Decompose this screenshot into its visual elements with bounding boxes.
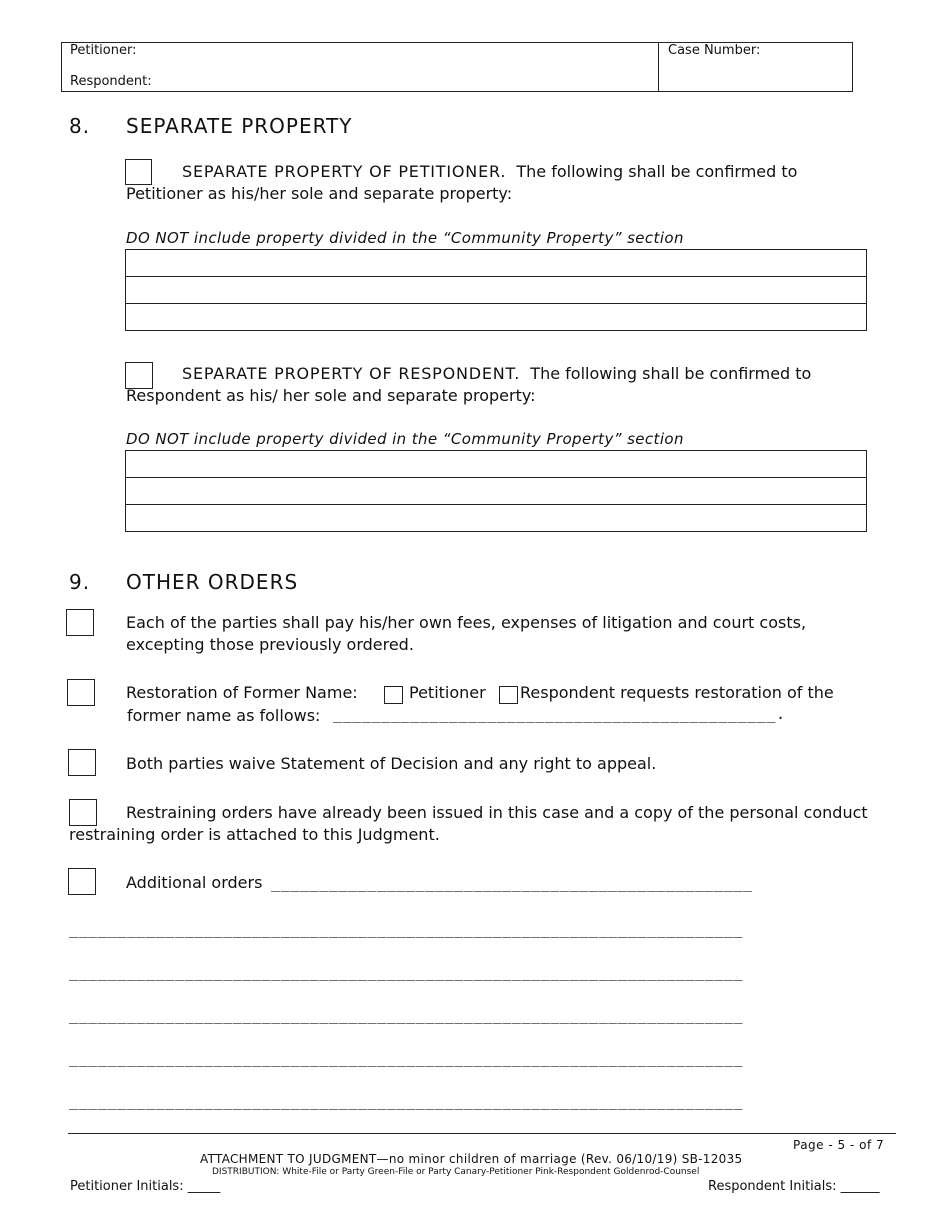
petitioner-separate-text-1: The following shall be confirmed to <box>516 162 798 181</box>
own-fees-line-1: Each of the parties shall pay his/her own fees, expenses of litigation and court costs, <box>126 613 807 632</box>
blank-line[interactable]: ______________________________________________________________________ <box>69 920 744 938</box>
table-row-divider <box>126 477 866 478</box>
blank-line[interactable]: ______________________________________________________________________ <box>69 1006 744 1024</box>
respondent-separate-note: DO NOT include property divided in the “Community Property” section <box>126 430 684 448</box>
own-fees-line-2: excepting those previously ordered. <box>126 635 414 654</box>
section-8-title: SEPARATE PROPERTY <box>126 114 353 138</box>
waive-statement-text: Both parties waive Statement of Decision and any right to appeal. <box>126 754 657 773</box>
restoration-petitioner-label: Petitioner <box>409 683 486 702</box>
section-9-title: OTHER ORDERS <box>126 570 299 594</box>
blank-line[interactable]: ______________________________________________________________________ <box>69 963 744 981</box>
restoration-respondent-checkbox[interactable] <box>499 686 518 704</box>
petitioner-separate-property-text <box>126 161 866 205</box>
restoration-checkbox[interactable] <box>67 679 95 706</box>
distribution-line: DISTRIBUTION: White-File or Party Green-File or Party Canary-Petitioner Pink-Respondent Goldenrod-Counsel <box>212 1167 700 1177</box>
case-number-label: Case Number: <box>668 43 761 58</box>
petitioner-separate-caption: SEPARATE PROPERTY OF PETITIONER. <box>182 162 507 181</box>
respondent-initials[interactable]: Respondent Initials: ______ <box>708 1179 880 1194</box>
restraining-orders-text <box>69 802 899 846</box>
respondent-separate-text-2: Respondent as his/ her sole and separate property: <box>126 386 536 405</box>
petitioner-initials[interactable]: Petitioner Initials: _____ <box>70 1179 221 1194</box>
respondent-separate-caption: SEPARATE PROPERTY OF RESPONDENT. <box>182 364 521 383</box>
respondent-label: Respondent: <box>70 74 152 89</box>
additional-orders-blank[interactable]: __________________________________________________ <box>271 874 753 892</box>
petitioner-label: Petitioner: <box>70 43 137 58</box>
additional-orders-label: Additional orders <box>126 873 263 892</box>
table-row-divider <box>126 303 866 304</box>
restoration-label: Restoration of Former Name: <box>126 683 358 702</box>
restraining-line-2: restraining order is attached to this Judgment. <box>69 825 440 844</box>
blank-line[interactable]: ______________________________________________________________________ <box>69 1049 744 1067</box>
restoration-petitioner-checkbox[interactable] <box>384 686 403 704</box>
case-header-box <box>61 42 853 92</box>
respondent-separate-property-text <box>126 363 876 407</box>
waive-statement-checkbox[interactable] <box>68 749 96 776</box>
case-header-divider <box>658 43 659 91</box>
petitioner-separate-property-table <box>125 249 867 331</box>
form-title: ATTACHMENT TO JUDGMENT—no minor children of marriage (Rev. 06/10/19) SB-12035 <box>200 1152 743 1166</box>
page-number: Page - 5 - of 7 <box>793 1138 885 1152</box>
respondent-separate-property-table <box>125 450 867 532</box>
restoration-name-blank[interactable]: ______________________________________________. <box>333 705 786 723</box>
restraining-line-1: Restraining orders have already been issued in this case and a copy of the personal conduct <box>126 803 868 822</box>
table-row-divider <box>126 504 866 505</box>
blank-line[interactable]: ______________________________________________________________________ <box>69 1092 744 1110</box>
own-fees-checkbox[interactable] <box>66 609 94 636</box>
respondent-separate-text-1: The following shall be confirmed to <box>530 364 812 383</box>
section-8-number: 8. <box>69 114 91 138</box>
section-9-number: 9. <box>69 570 91 594</box>
own-fees-text <box>126 612 886 656</box>
petitioner-separate-note: DO NOT include property divided in the “Community Property” section <box>126 229 684 247</box>
petitioner-separate-text-2: Petitioner as his/her sole and separate property: <box>126 184 513 203</box>
footer-divider <box>68 1133 896 1134</box>
additional-orders-checkbox[interactable] <box>68 868 96 895</box>
restoration-respondent-label: Respondent requests restoration of the <box>520 683 834 702</box>
restoration-line-2: former name as follows: <box>127 706 321 725</box>
table-row-divider <box>126 276 866 277</box>
